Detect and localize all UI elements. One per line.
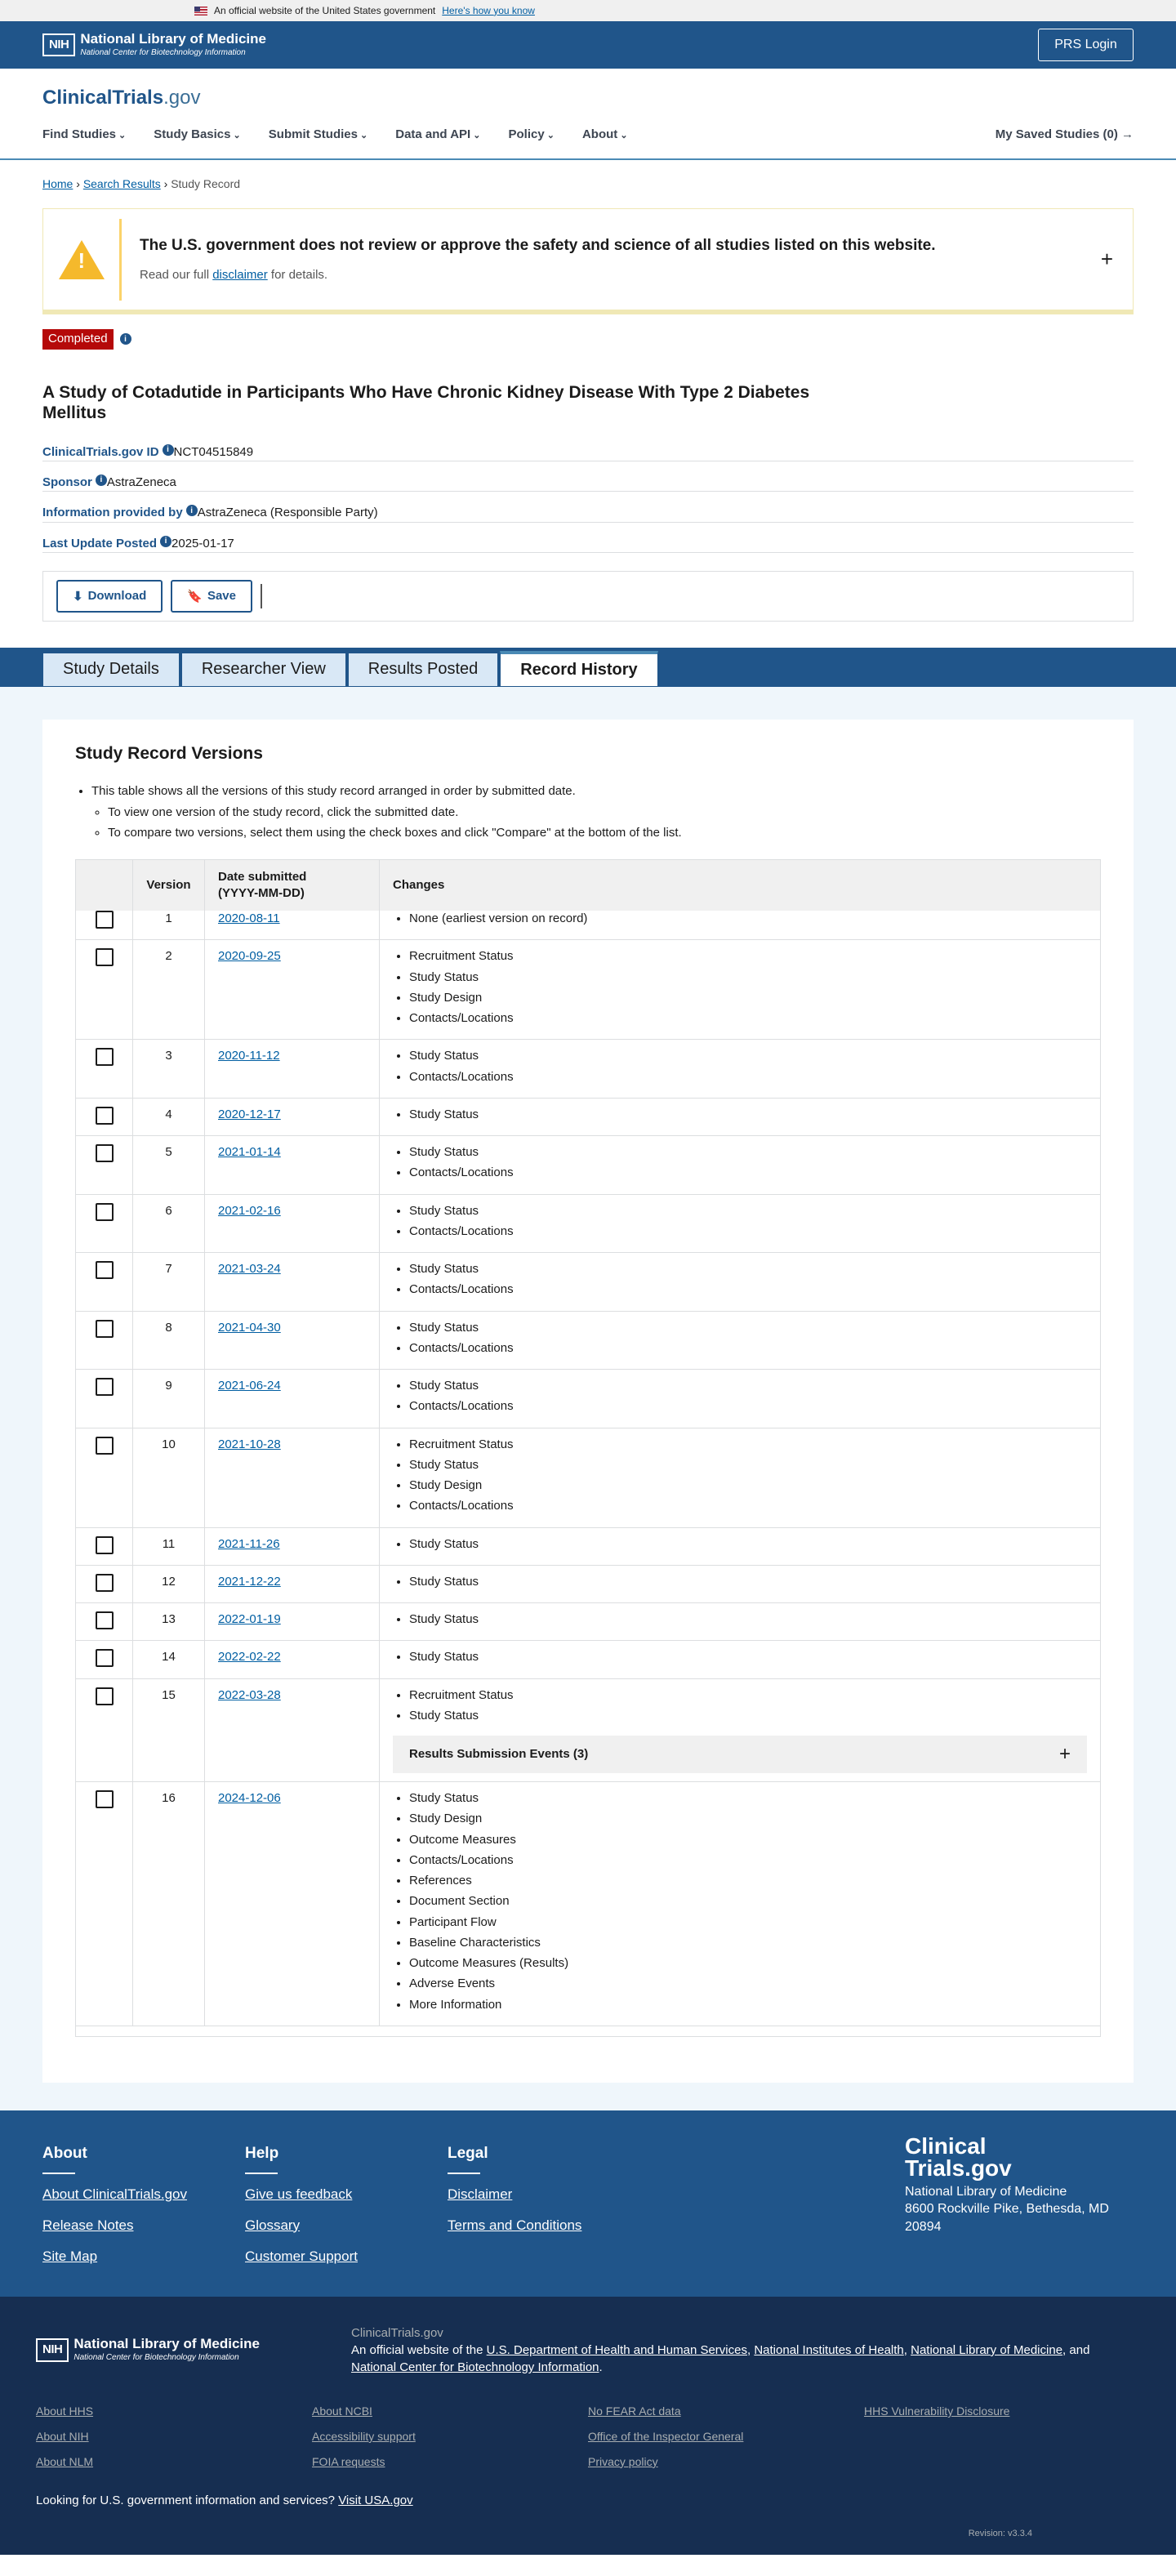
version-date-link[interactable]: 2021-03-24	[218, 1262, 281, 1276]
change-item: • Study Status	[409, 1107, 1087, 1123]
footer-link[interactable]: About ClinicalTrials.gov	[42, 2186, 187, 2202]
changes-list	[393, 1144, 1087, 1182]
info-icon[interactable]: i	[120, 333, 131, 345]
saved-studies-link[interactable]: My Saved Studies (0) →	[995, 127, 1134, 142]
info-provided-value: AstraZeneca (Responsible Party)	[197, 506, 378, 520]
changes-list	[393, 1261, 1087, 1299]
info-provided-label: Information provided by	[42, 506, 183, 520]
footer-brand	[905, 2135, 1109, 2236]
footer-link[interactable]: Terms and Conditions	[448, 2217, 582, 2233]
compare-checkbox[interactable]	[96, 1203, 114, 1221]
change-item: • Contacts/Locations	[409, 1498, 1087, 1514]
version-date-link[interactable]: 2020-11-12	[218, 1049, 280, 1063]
disclaimer-link[interactable]: disclaimer	[212, 268, 268, 283]
study-title: A Study of Cotadutide in Participants Who Have Chronic Kidney Disease With Type 2 Diabetes Mellitus	[42, 382, 810, 422]
compare-checkbox[interactable]	[96, 911, 114, 929]
table-row	[76, 1312, 1100, 1370]
footer-brand-b: Trials.gov	[905, 2155, 1012, 2182]
changes-list	[393, 1687, 1087, 1725]
footer-link[interactable]: Site Map	[42, 2248, 98, 2264]
table-row	[76, 1782, 1100, 2026]
compare-checkbox[interactable]	[96, 1790, 114, 1808]
alert-heading: The U.S. government does not review or approve the safety and science of all studies listed on this website.	[140, 236, 936, 254]
version-number: 11	[133, 1528, 205, 1565]
change-item: • Contacts/Locations	[409, 1281, 1087, 1298]
footer2-link[interactable]: FOIA requests	[312, 2454, 385, 2468]
change-item: • Study Status	[409, 1649, 1087, 1665]
col-date	[205, 860, 380, 911]
compare-checkbox[interactable]	[96, 1649, 114, 1667]
version-number: 4	[133, 1099, 205, 1135]
prs-login-button[interactable]: PRS Login	[1038, 29, 1134, 61]
version-date-link[interactable]: 2021-12-22	[218, 1574, 281, 1589]
save-label: Save	[207, 589, 236, 604]
download-icon: ⬇	[73, 589, 83, 604]
footer2-link[interactable]: About NIH	[36, 2429, 89, 2443]
version-date-link[interactable]: 2020-08-11	[218, 911, 280, 925]
change-item: • Study Status	[409, 1536, 1087, 1553]
divider	[261, 584, 262, 608]
footer2-link[interactable]: HHS Vulnerability Disclosure	[864, 2404, 1010, 2418]
nlm-name: National Library of Medicine	[74, 2336, 260, 2352]
version-number: 12	[133, 1566, 205, 1602]
compare-checkbox[interactable]	[96, 1261, 114, 1279]
how-you-know-link[interactable]: Here's how you know	[442, 4, 535, 16]
footer2-site: ClinicalTrials.gov	[351, 2326, 443, 2340]
footer-link[interactable]: Glossary	[245, 2217, 301, 2233]
compare-checkbox[interactable]	[96, 1144, 114, 1162]
change-item: • None (earliest version on record)	[409, 911, 1087, 927]
table-row	[76, 911, 1100, 940]
nlm-footer-logo[interactable]	[36, 2324, 351, 2376]
footer2-link[interactable]: Accessibility support	[312, 2429, 416, 2443]
site-footer	[0, 2110, 1176, 2297]
versions-heading: Study Record Versions	[75, 743, 263, 763]
table-body	[76, 911, 1100, 2036]
usa-gov-link[interactable]: Visit USA.gov	[338, 2493, 413, 2507]
table-row	[76, 1566, 1100, 1603]
instruction-1	[91, 783, 1101, 841]
footer-addr2: 8600 Rockville Pike, Bethesda, MD	[905, 2202, 1109, 2217]
footer2-link[interactable]: Office of the Inspector General	[588, 2429, 744, 2443]
change-item: • Study Design	[409, 1477, 1087, 1494]
status-row	[42, 329, 1134, 349]
footer2-link[interactable]: Privacy policy	[588, 2454, 658, 2468]
change-item: • Study Status	[409, 1574, 1087, 1590]
footer-link[interactable]: Disclaimer	[448, 2186, 513, 2202]
status-badge: Completed	[42, 329, 114, 349]
footer-about-heading: About	[42, 2145, 87, 2162]
warning-icon	[59, 240, 105, 279]
version-number: 8	[133, 1312, 205, 1370]
change-item: • Document Section	[409, 1893, 1087, 1910]
instruction-3: ◦ To compare two versions, select them using the check boxes and click "Compare" at the bottom of the list.	[108, 825, 1101, 841]
gov-banner-text: An official website of the United States government	[214, 4, 436, 16]
change-item: • Outcome Measures (Results)	[409, 1955, 1087, 1972]
change-item: • More Information	[409, 1997, 1087, 2013]
table-row	[76, 1528, 1100, 1566]
nih-header	[0, 21, 1176, 69]
footer-legal	[448, 2143, 650, 2264]
change-item: • Contacts/Locations	[409, 1223, 1087, 1240]
site-logo-a: ClinicalTrials	[42, 87, 164, 109]
nlm-name: National Library of Medicine	[80, 30, 266, 47]
version-date-link[interactable]: 2022-02-22	[218, 1650, 281, 1665]
versions-table	[75, 859, 1101, 2037]
tab-results-posted[interactable]: Results Posted	[348, 653, 499, 687]
nav-study-basics[interactable]: Study Basics ⌄	[154, 127, 241, 143]
usa-question: Looking for U.S. government information and services?	[36, 2493, 336, 2507]
official-statement: ClinicalTrials.gov An official website of the U.S. Department of Health and Human Services, National Institutes of Health, National Library of Medicine, and National Center for Biotechnology Information.	[351, 2324, 1111, 2376]
study-meta	[42, 444, 1134, 553]
changes-list	[393, 911, 1087, 927]
version-number: 1	[133, 911, 205, 939]
changes-list	[393, 1048, 1087, 1085]
change-item: • Contacts/Locations	[409, 1398, 1087, 1415]
table-row	[76, 1253, 1100, 1312]
info-icon[interactable]: i	[160, 536, 172, 547]
change-item: • Contacts/Locations	[409, 1852, 1087, 1869]
version-number: 2	[133, 940, 205, 1039]
site-logo[interactable]	[42, 85, 1134, 111]
gov-banner	[0, 0, 1176, 21]
change-item: • Contacts/Locations	[409, 1340, 1087, 1357]
version-number: 9	[133, 1370, 205, 1428]
change-item: • Study Status	[409, 1203, 1087, 1219]
compare-checkbox[interactable]	[96, 1611, 114, 1629]
expand-icon: +	[1058, 1742, 1071, 1765]
version-date-link[interactable]: 2021-10-28	[218, 1437, 281, 1451]
version-number: 7	[133, 1253, 205, 1311]
versions-instructions	[75, 783, 1101, 841]
last-update-label: Last Update Posted	[42, 536, 158, 550]
instruction-1-text: This table shows all the versions of this study record arranged in order by submitted date.	[91, 784, 576, 799]
footer-link[interactable]: Release Notes	[42, 2217, 134, 2233]
nlm-logo[interactable]	[42, 32, 266, 58]
compare-checkbox[interactable]	[96, 1107, 114, 1125]
table-row	[76, 1603, 1100, 1641]
change-item: • Recruitment Status	[409, 1687, 1087, 1704]
footer2-links	[36, 2404, 1140, 2480]
info-icon[interactable]: i	[96, 475, 107, 486]
compare-checkbox[interactable]	[96, 1536, 114, 1554]
change-item: • Study Status	[409, 1261, 1087, 1277]
version-date-link[interactable]: 2021-04-30	[218, 1320, 281, 1335]
footer-link[interactable]: Customer Support	[245, 2248, 358, 2264]
version-date-link[interactable]: 2021-02-16	[218, 1203, 281, 1218]
changes-list	[393, 948, 1087, 1027]
changes-list	[393, 1107, 1087, 1123]
table-row	[76, 1136, 1100, 1195]
change-item: • Study Status	[409, 1378, 1087, 1394]
expand-alert-icon[interactable]: +	[1100, 247, 1113, 272]
footer2-link[interactable]: About NCBI	[312, 2404, 372, 2418]
usa-gov-line	[36, 2493, 1140, 2509]
table-row	[76, 1679, 1100, 1783]
breadcrumb-current: Study Record	[171, 177, 241, 191]
breadcrumb-search[interactable]: Search Results	[82, 177, 161, 191]
download-label: Download	[87, 589, 147, 604]
compare-checkbox[interactable]	[96, 1574, 114, 1592]
table-row	[76, 940, 1100, 1040]
nav-data-api[interactable]: Data and API ⌄	[395, 127, 480, 143]
change-item: • Adverse Events	[409, 1976, 1087, 1992]
compare-checkbox[interactable]	[96, 1320, 114, 1338]
version-date-link[interactable]: 2020-12-17	[218, 1107, 281, 1121]
compare-checkbox[interactable]	[96, 1437, 114, 1455]
nih-link[interactable]: National Institutes of Health	[754, 2343, 904, 2357]
breadcrumb: Home › Search Results › Study Record	[42, 177, 241, 191]
us-flag-icon	[194, 7, 207, 16]
version-number: 10	[133, 1428, 205, 1527]
main-nav	[42, 111, 1134, 158]
disclaimer-alert	[42, 208, 1134, 314]
bookmark-icon: 🔖	[187, 589, 203, 604]
site-logo-b: .gov	[163, 87, 201, 109]
nav-find-studies[interactable]: Find Studies ⌄	[42, 127, 126, 143]
nlm-link[interactable]: National Library of Medicine	[911, 2343, 1063, 2357]
version-date-link[interactable]: 2022-01-19	[218, 1612, 281, 1626]
version-date-link[interactable]: 2022-03-28	[218, 1687, 281, 1702]
alert-pre: Read our full	[140, 268, 213, 283]
actions-bar	[42, 571, 1134, 622]
footer-link[interactable]: Give us feedback	[245, 2186, 353, 2202]
change-item: • Study Status	[409, 969, 1087, 986]
col-version: Version	[133, 860, 205, 911]
table-row	[76, 1099, 1100, 1136]
footer-addr1: National Library of Medicine	[905, 2184, 1067, 2199]
version-date-link[interactable]: 2020-09-25	[218, 949, 281, 964]
compare-checkbox[interactable]	[96, 1687, 114, 1705]
tab-researcher-view[interactable]: Researcher View	[181, 653, 346, 687]
change-item: • Contacts/Locations	[409, 1165, 1087, 1181]
change-item: • Study Design	[409, 990, 1087, 1006]
id-label: ClinicalTrials.gov ID	[42, 444, 159, 459]
ncbi-name: National Center for Biotechnology Information	[74, 2353, 239, 2363]
revision-text: Revision: v3.3.4	[968, 2529, 1032, 2539]
compare-checkbox[interactable]	[96, 1048, 114, 1066]
download-button[interactable]	[56, 580, 163, 613]
changes-list	[393, 1437, 1087, 1515]
change-item: • Study Status	[409, 1320, 1087, 1336]
agency-footer	[0, 2297, 1176, 2555]
version-number: 6	[133, 1195, 205, 1253]
change-item: • Recruitment Status	[409, 1437, 1087, 1453]
last-update-value: 2025-01-17	[172, 536, 234, 550]
col-changes: Changes	[393, 877, 445, 892]
ncbi-name: National Center for Biotechnology Information	[80, 47, 246, 57]
compare-checkbox[interactable]	[96, 1378, 114, 1396]
footer-addr3: 20894	[905, 2220, 942, 2235]
results-events-label: Results Submission Events (3)	[409, 1746, 589, 1761]
sponsor-label: Sponsor	[42, 475, 92, 490]
version-number: 3	[133, 1040, 205, 1098]
footer2-link[interactable]: No FEAR Act data	[588, 2404, 681, 2418]
change-item: • Study Status	[409, 1144, 1087, 1161]
hhs-link[interactable]: U.S. Department of Health and Human Services	[486, 2343, 747, 2357]
col-date-a: Date submitted	[218, 869, 307, 884]
info-icon[interactable]: i	[163, 444, 174, 456]
compare-checkbox[interactable]	[96, 948, 114, 966]
versions-panel	[42, 720, 1134, 2083]
table-row	[76, 1370, 1100, 1428]
change-item: • Study Status	[409, 1048, 1087, 1064]
tab-study-details[interactable]: Study Details	[42, 653, 180, 687]
nih-logo-icon: NIH	[42, 33, 75, 56]
footer2-link[interactable]: About NLM	[36, 2454, 94, 2468]
change-item: • Study Design	[409, 1811, 1087, 1827]
changes-list	[393, 1611, 1087, 1628]
change-item: • Participant Flow	[409, 1914, 1087, 1931]
version-date-link[interactable]: 2021-06-24	[218, 1379, 281, 1393]
sponsor-value: AstraZeneca	[106, 475, 176, 490]
changes-list	[393, 1649, 1087, 1665]
changes-list	[393, 1536, 1087, 1553]
changes-list	[393, 1203, 1087, 1241]
change-item: • Study Status	[409, 1457, 1087, 1473]
changes-list	[393, 1574, 1087, 1590]
table-row	[76, 1195, 1100, 1254]
change-item: • Recruitment Status	[409, 948, 1087, 965]
instruction-2: ◦ To view one version of the study record, click the submitted date.	[108, 804, 1101, 821]
col-date-b: (YYYY-MM-DD)	[218, 886, 305, 900]
nav-policy[interactable]: Policy ⌄	[509, 127, 555, 143]
official-text: An official website of the	[351, 2343, 487, 2357]
footer-brand-a: Clinical	[905, 2133, 987, 2159]
change-item: • Study Status	[409, 1708, 1087, 1724]
ncbi-link[interactable]: National Center for Biotechnology Information	[351, 2360, 599, 2374]
table-header	[76, 860, 1100, 911]
version-date-link[interactable]: 2021-01-14	[218, 1145, 281, 1159]
record-history-main	[0, 687, 1176, 2110]
table-row	[76, 1641, 1100, 1678]
study-id: NCT04515849	[173, 444, 254, 459]
nih-logo-icon: NIH	[36, 2338, 69, 2361]
footer-help	[245, 2143, 448, 2264]
version-number: 5	[133, 1136, 205, 1194]
results-events-accordion[interactable]	[393, 1736, 1087, 1773]
change-item: • References	[409, 1873, 1087, 1889]
footer-about	[42, 2143, 245, 2264]
version-date-link[interactable]: 2021-11-26	[218, 1536, 280, 1551]
version-number: 16	[133, 1782, 205, 2026]
footer-help-heading: Help	[245, 2145, 279, 2162]
version-number: 14	[133, 1641, 205, 1678]
site-header	[0, 69, 1176, 160]
table-row	[76, 1040, 1100, 1099]
change-item: • Baseline Characteristics	[409, 1935, 1087, 1951]
changes-list	[393, 1378, 1087, 1415]
breadcrumb-home[interactable]: Home	[42, 177, 74, 191]
change-item: • Study Status	[409, 1611, 1087, 1628]
change-item: • Contacts/Locations	[409, 1069, 1087, 1085]
tab-record-history[interactable]: Record History	[500, 651, 657, 687]
changes-list	[393, 1320, 1087, 1357]
footer2-link[interactable]: About HHS	[36, 2404, 94, 2418]
table-row	[76, 1428, 1100, 1528]
and-text: and	[1069, 2343, 1090, 2357]
changes-list	[393, 1790, 1087, 2013]
alert-post: for details.	[267, 268, 328, 283]
tab-bar	[0, 648, 1176, 687]
footer-legal-heading: Legal	[448, 2145, 488, 2162]
nav-about[interactable]: About ⌄	[582, 127, 628, 143]
info-icon[interactable]: i	[186, 505, 198, 516]
version-date-link[interactable]: 2024-12-06	[218, 1791, 281, 1805]
version-number: 13	[133, 1603, 205, 1640]
change-item: • Study Status	[409, 1790, 1087, 1807]
nav-submit-studies[interactable]: Submit Studies ⌄	[269, 127, 368, 143]
version-number: 15	[133, 1679, 205, 1782]
change-item: • Outcome Measures	[409, 1832, 1087, 1848]
save-button[interactable]	[171, 580, 252, 613]
change-item: • Contacts/Locations	[409, 1010, 1087, 1027]
